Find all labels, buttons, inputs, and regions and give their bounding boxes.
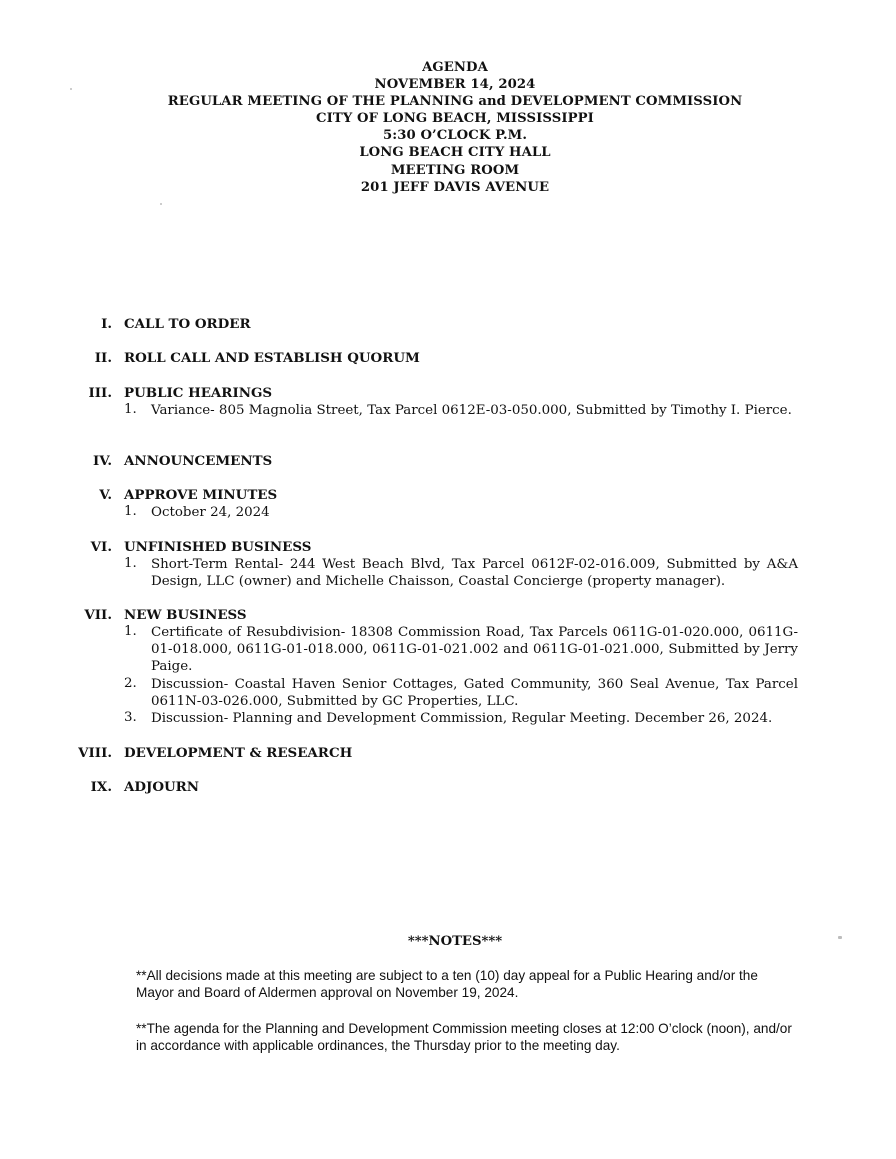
list-item — [124, 402, 798, 419]
section-title: APPROVE MINUTES — [124, 487, 278, 503]
section-title: DEVELOPMENT & RESEARCH — [124, 745, 353, 761]
list-item — [124, 504, 798, 521]
header-line-date: NOVEMBER 14, 2024 — [374, 77, 536, 93]
section-number: VI. — [90, 539, 112, 555]
header-line-address: 201 JEFF DAVIS AVENUE — [360, 179, 550, 195]
item-number: 1. — [124, 402, 137, 417]
item-number: 3. — [124, 710, 137, 726]
section-development-research — [0, 744, 896, 762]
list-item — [124, 710, 798, 727]
item-number: 1. — [124, 556, 137, 571]
scan-speck — [160, 203, 162, 205]
section-approve-minutes — [0, 486, 896, 521]
header-line-agenda: AGENDA — [422, 60, 488, 75]
section-title: ROLL CALL AND ESTABLISH QUORUM — [124, 350, 420, 366]
section-number: V. — [99, 487, 112, 503]
scan-speck — [70, 88, 72, 90]
section-number: I. — [101, 316, 112, 332]
header-line-meeting: REGULAR MEETING OF THE PLANNING and DEVELOPMENT COMMISSION — [167, 94, 743, 110]
header-line-room: MEETING ROOM — [390, 162, 520, 178]
section-number: VIII. — [78, 745, 112, 761]
scan-speck — [838, 936, 842, 939]
header-line-city: CITY OF LONG BEACH, MISSISSIPPI — [316, 111, 594, 127]
item-text: Certificate of Resubdivision- 18308 Commission Road, Tax Parcels 0611G-01-020.000, 0611G-01-018.000, 0611G-01-018.000, 0611G-01-021.002 and 0611G-01-021.000, Submitted by Jerry Paige. — [151, 625, 798, 675]
section-roll-call — [0, 349, 896, 367]
section-title: PUBLIC HEARINGS — [124, 385, 273, 401]
header-line-venue: LONG BEACH CITY HALL — [359, 145, 551, 161]
section-adjourn — [0, 778, 896, 796]
note-paragraph: **The agenda for the Planning and Development Commission meeting closes at 12:00 O’clock (noon), and/or in accordance with applicable ordinances, the Thursday prior to the meeting day. — [136, 1021, 792, 1054]
section-number: II. — [94, 350, 112, 366]
section-title: CALL TO ORDER — [124, 316, 251, 332]
section-title: ADJOURN — [124, 779, 200, 795]
list-item — [124, 624, 798, 676]
item-text: Short-Term Rental- 244 West Beach Blvd, Tax Parcel 0612F-02-016.009, Submitted by A&A Design, LLC (owner) and Michelle Chaisson, Coastal Concierge (property manager). — [151, 557, 798, 590]
item-number: 2. — [124, 675, 137, 691]
list-item — [124, 676, 798, 710]
item-number: 1. — [124, 504, 137, 519]
section-number: IV. — [93, 453, 112, 469]
item-number: 1. — [124, 624, 137, 639]
item-text: October 24, 2024 — [151, 505, 270, 520]
item-text: Variance- 805 Magnolia Street, Tax Parcel 0612E-03-050.000, Submitted by Timothy I. Pierce. — [151, 403, 792, 418]
section-title: ANNOUNCEMENTS — [124, 453, 273, 469]
section-call-to-order — [0, 315, 896, 333]
note-paragraph: **All decisions made at this meeting are subject to a ten (10) day appeal for a Public Hearing and/or the Mayor and Board of Aldermen approval on November 19, 2024. — [136, 968, 758, 1001]
list-item — [124, 556, 798, 590]
section-number: VII. — [84, 607, 112, 623]
section-number: IX. — [90, 779, 112, 795]
header-line-time: 5:30 O’CLOCK P.M. — [382, 128, 528, 144]
item-text: Discussion- Planning and Development Commission, Regular Meeting. December 26, 2024. — [151, 711, 773, 727]
notes-title: ***NOTES*** — [407, 934, 503, 949]
agenda-header — [0, 59, 896, 196]
section-title: NEW BUSINESS — [124, 607, 247, 623]
section-number: III. — [88, 385, 112, 401]
item-text: Discussion- Coastal Haven Senior Cottages, Gated Community, 360 Seal Avenue, Tax Parcel 0611N-03-026.000, Submitted by GC Properties, LLC. — [151, 676, 798, 709]
section-new-business — [0, 606, 896, 727]
section-title: UNFINISHED BUSINESS — [124, 539, 312, 555]
section-unfinished-business — [0, 538, 896, 590]
section-announcements — [0, 452, 896, 470]
section-public-hearings — [0, 384, 896, 419]
